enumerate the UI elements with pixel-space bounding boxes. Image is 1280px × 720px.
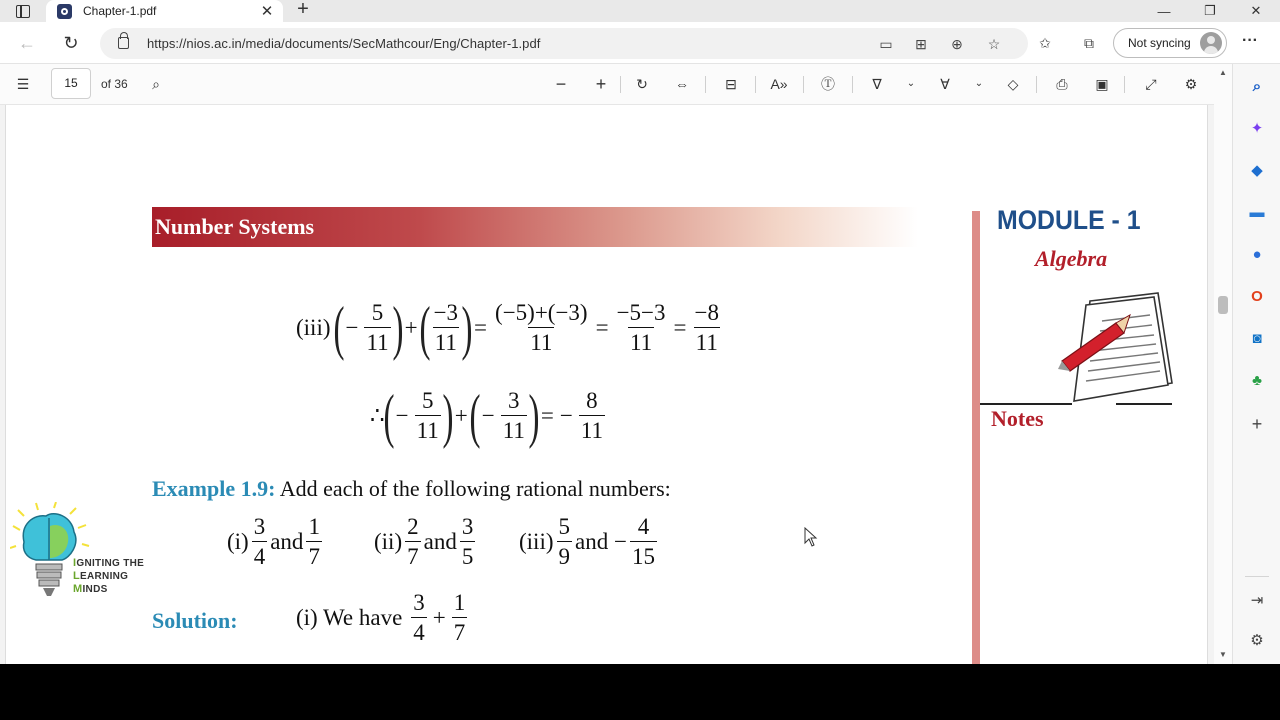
games-icon[interactable]: ● <box>1252 245 1262 263</box>
fraction: $\frac{8}{11}$ <box>580 388 603 443</box>
notes-rule <box>980 403 1072 405</box>
app-available-icon[interactable]: ▭ <box>879 36 893 52</box>
tab-bar <box>0 0 1280 22</box>
mouse-cursor-icon <box>804 527 818 547</box>
sidebar-search-icon[interactable]: ⌕ <box>1252 77 1262 95</box>
section-heading: Number Systems <box>155 214 315 239</box>
settings-icon[interactable]: ⚙ <box>1184 76 1198 92</box>
shopping-icon[interactable]: ◆ <box>1251 162 1263 179</box>
logo-text: IGNITING THE LEARNING MINDS <box>73 557 145 595</box>
text-icon[interactable]: Ⓣ <box>821 76 835 92</box>
fit-page-icon[interactable]: ⇔ <box>675 76 689 92</box>
add-favorite-icon[interactable]: ☆ <box>987 36 1001 52</box>
example-label: Example 1.9: <box>152 476 276 501</box>
fraction: $\frac{-3}{11}$ <box>433 300 459 355</box>
example-item-ii: (ii) $\frac{2}{7}$ and $\frac{3}{5}$ <box>374 514 474 569</box>
zoom-in-icon[interactable]: + <box>595 74 607 94</box>
fraction: $\frac{3}{11}$ <box>502 388 525 443</box>
tree-icon[interactable]: ♣ <box>1252 371 1262 389</box>
draw-dropdown-icon[interactable]: ⌄ <box>906 78 916 89</box>
fraction: $\frac{5}{11}$ <box>366 300 389 355</box>
screen-bottom-bar <box>0 664 1280 720</box>
fraction: $\frac{(-5)+(-3)}{11}$ <box>495 300 588 355</box>
hide-sidebar-icon[interactable]: ⇥ <box>1250 592 1264 609</box>
fullscreen-icon[interactable]: ⤢ <box>1145 76 1157 92</box>
zoom-out-icon[interactable]: − <box>555 74 567 94</box>
profile-sync-button[interactable] <box>1113 28 1227 58</box>
example-item-i: (i) $\frac{3}{4}$ and $\frac{1}{7}$ <box>227 514 320 569</box>
example-text: Add each of the following rational numbers: <box>275 476 671 501</box>
settings-menu-button[interactable]: ··· <box>1242 32 1258 49</box>
erase-icon[interactable]: ◇ <box>1007 76 1019 92</box>
scroll-up-icon[interactable]: ▲ <box>1219 68 1227 77</box>
save-icon[interactable]: ▣ <box>1095 76 1109 92</box>
zoom-icon[interactable]: ⊕ <box>951 36 963 52</box>
page-number-input[interactable]: 15 <box>51 68 91 99</box>
equation-iii: (iii) ( − $\frac{5}{11}$ ) + ( $\frac{-3}{11}$ ) = $\frac{(-5)+(-3)}{11}$ = $\frac{-5-3}{11}$ = $\frac{-8}{11}$ <box>296 294 719 361</box>
module-subtitle: Algebra <box>1035 246 1108 271</box>
favorites-icon[interactable]: ✩ <box>1039 35 1051 51</box>
example-item-iii: (iii) $\frac{5}{9}$ and − $\frac{4}{15}$ <box>519 514 655 569</box>
read-aloud-icon[interactable]: A» <box>770 76 788 92</box>
tab-title: Chapter-1.pdf <box>83 4 157 18</box>
fraction: $\frac{-8}{11}$ <box>694 300 719 355</box>
draw-icon[interactable]: ∇ <box>872 76 882 92</box>
eq-label: (iii) <box>296 314 331 340</box>
edge-sidebar <box>1232 64 1280 664</box>
highlight-icon[interactable]: ∀ <box>940 76 950 92</box>
scrollbar-thumb[interactable] <box>1218 296 1228 314</box>
fraction: $\frac{5}{11}$ <box>416 388 439 443</box>
sync-label: Not syncing <box>1128 36 1191 50</box>
pdf-toolbar <box>0 64 1232 105</box>
scroll-down-icon[interactable]: ▼ <box>1219 650 1227 659</box>
refresh-button[interactable]: ↻ <box>63 32 79 53</box>
solution-label: Solution: <box>152 608 238 633</box>
rotate-icon[interactable]: ↻ <box>636 76 648 92</box>
tools-icon[interactable]: ▬ <box>1249 203 1265 221</box>
copilot-icon[interactable]: ✦ <box>1250 120 1264 137</box>
lock-icon[interactable] <box>118 37 129 49</box>
pdf-favicon-icon <box>57 4 72 19</box>
tab-actions-button[interactable] <box>8 0 38 22</box>
back-button[interactable]: ← <box>18 32 36 53</box>
outlook-icon[interactable]: ◙ <box>1252 329 1262 347</box>
minimize-button[interactable]: — <box>1157 3 1171 19</box>
restore-button[interactable]: ❐ <box>1204 3 1216 18</box>
pdf-scrollbar[interactable] <box>1214 64 1232 664</box>
page-total-label: of 36 <box>101 77 128 91</box>
page-view-icon[interactable]: ⊟ <box>725 76 737 92</box>
example-line <box>152 476 671 502</box>
tab-close-icon[interactable]: ✕ <box>260 3 274 20</box>
pdf-page <box>5 105 1208 664</box>
url-text[interactable]: https://nios.ac.in/media/documents/SecMathcour/Eng/Chapter-1.pdf <box>147 36 541 51</box>
collections-icon[interactable]: ⧉ <box>1084 35 1094 51</box>
add-sidebar-app-icon[interactable]: + <box>1251 413 1263 434</box>
tab-actions-icon <box>16 5 30 18</box>
notes-label: Notes <box>991 406 1044 431</box>
avatar <box>1200 32 1222 54</box>
pdf-viewport[interactable] <box>0 105 1232 664</box>
fraction: $\frac{-5-3}{11}$ <box>616 300 666 355</box>
sidebar-settings-icon[interactable]: ⚙ <box>1250 632 1264 649</box>
apps-icon[interactable]: ⊞ <box>915 36 927 52</box>
solution-line: (i) We have $\frac{3}{4}$ + $\frac{1}{7}$ <box>296 590 466 645</box>
contents-icon[interactable]: ☰ <box>16 76 30 92</box>
close-window-button[interactable]: ✕ <box>1250 3 1262 18</box>
notepad-pencil-icon <box>1056 289 1176 417</box>
address-bar[interactable] <box>100 28 1028 59</box>
search-icon[interactable]: ⌕ <box>152 76 160 92</box>
equation-therefore: ∴ ( − $\frac{5}{11}$ ) + ( − $\frac{3}{11}$ ) = − $\frac{8}{11}$ <box>370 382 603 449</box>
print-icon[interactable]: ⎙ <box>1056 76 1068 92</box>
notes-rule <box>1116 403 1172 405</box>
address-bar-row <box>0 22 1280 64</box>
section-heading-band <box>152 207 918 247</box>
highlight-dropdown-icon[interactable]: ⌄ <box>974 78 984 89</box>
margin-rule <box>972 211 980 664</box>
tab-chapter-1[interactable] <box>46 0 283 22</box>
new-tab-button[interactable]: + <box>297 0 309 20</box>
office-icon[interactable]: O <box>1251 287 1263 305</box>
module-title: MODULE - 1 <box>997 205 1141 235</box>
